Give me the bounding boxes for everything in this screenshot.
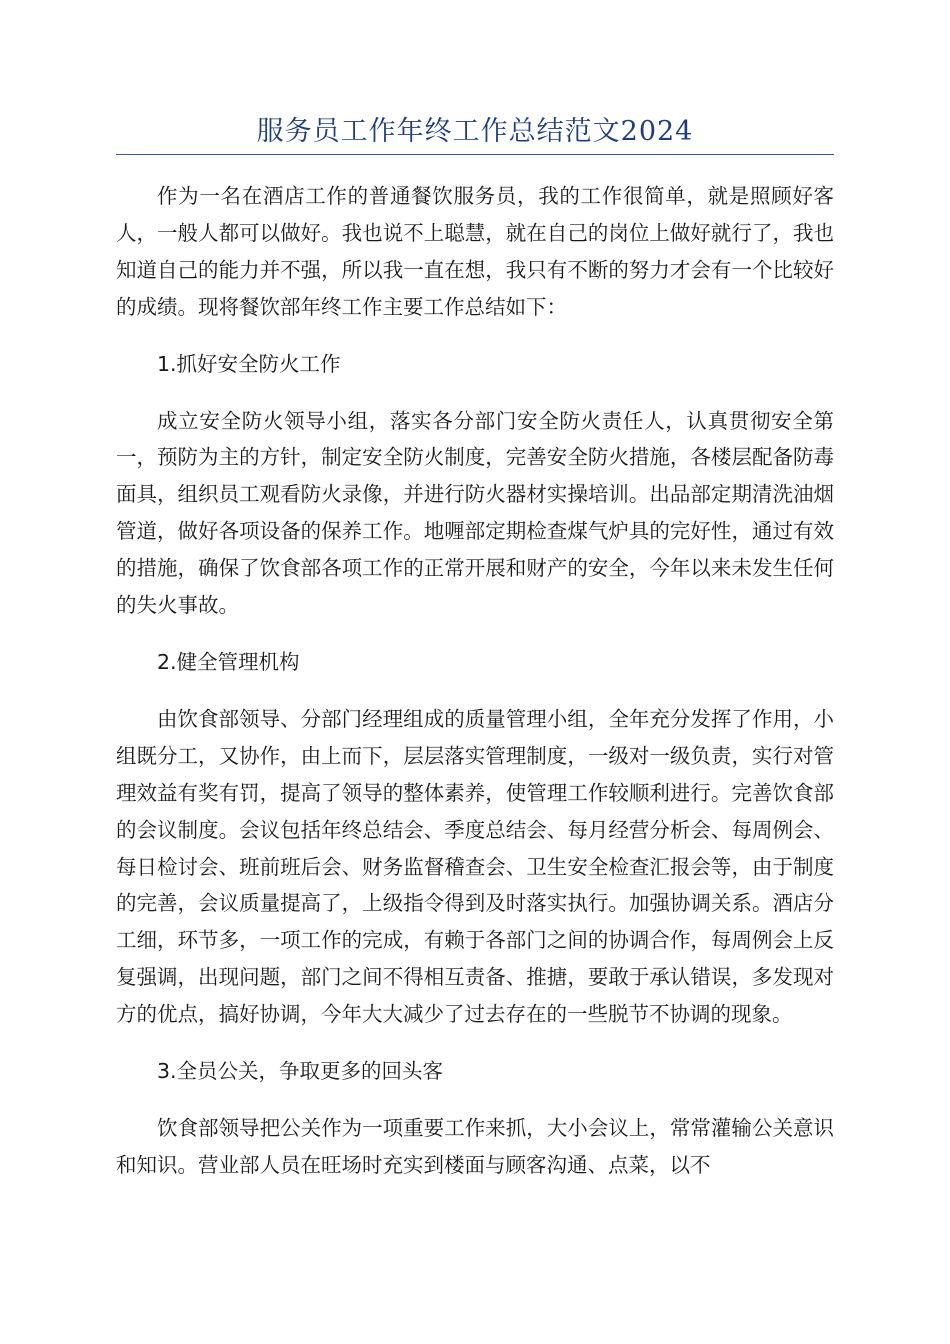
section-heading-2: 2.健全管理机构 bbox=[157, 649, 300, 674]
document-body bbox=[116, 178, 834, 1184]
section-paragraph-1: 成立安全防火领导小组，落实各分部门安全防火责任人，认真贯彻安全第一，预防为主的方针，制定安全防火制度，完善安全防火措施，各楼层配备防毒面具，组织员工观看防火录像，并进行防火器材实操培训。出品部定期清洗油烟管道，做好各项设备的保养工作。地喱部定期检查煤气炉具的完好性，通过有效的措施，确保了饮食部各项工作的正常开展和财产的安全，今年以来未发生任何的失火事故。 bbox=[116, 408, 834, 618]
intro-paragraph: 作为一名在酒店工作的普通餐饮服务员，我的工作很简单，就是照顾好客人，一般人都可以做好。我也说不上聪慧，就在自己的岗位上做好就行了，我也知道自己的能力并不强，所以我一直在想，我只有不断的努力才会有一个比较好的成绩。现将餐饮部年终工作主要工作总结如下： bbox=[116, 184, 834, 319]
section-heading-1: 1.抓好安全防火工作 bbox=[157, 351, 341, 376]
section-paragraph-2: 由饮食部领导、分部门经理组成的质量管理小组，全年充分发挥了作用，小组既分工，又协作，由上而下，层层落实管理制度，一级对一级负责，实行对管理效益有奖有罚，提高了领导的整体素养，使管理工作较顺利进行。完善饮食部的会议制度。会议包括年终总结会、季度总结会、每月经营分析会、每周例会、每日检讨会、班前班后会、财务监督稽查会、卫生安全检查汇报会等，由于制度的完善，会议质量提高了，上级指令得到及时落实执行。加强协调关系。酒店分工细，环节多，一项工作的完成，有赖于各部门之间的协调合作，每周例会上反复强调，出现问题，部门之间不得相互责备、推搪，要敢于承认错误，多发现对方的优点，搞好协调，今年大大减少了过去存在的一些脱节不协调的现象。 bbox=[116, 706, 834, 1027]
section-paragraph-3: 饮食部领导把公关作为一项重要工作来抓，大小会议上，常常灌输公关意识和知识。营业部人员在旺场时充实到楼面与顾客沟通、点菜，以不 bbox=[116, 1115, 834, 1177]
section-heading-3: 3.全员公关，争取更多的回头客 bbox=[157, 1059, 444, 1084]
document-title: 服务员工作年终工作总结范文2024 bbox=[256, 116, 694, 147]
title-underline bbox=[116, 154, 834, 155]
